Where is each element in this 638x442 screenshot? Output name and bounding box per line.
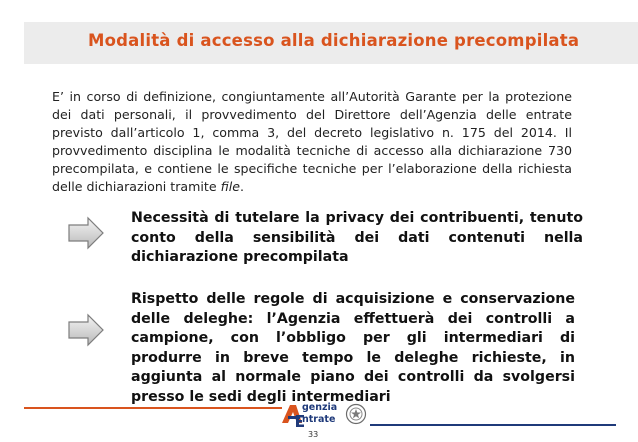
footer-rule-right <box>370 424 616 426</box>
point-deleghe: Rispetto delle regole di acquisizione e conservazione delle deleghe: l’Agenzia effettuerà dei controlli a campione, con l’obbligo per gli intermediari di produrre in breve tempo le deleghe richieste, in aggiunta al normale piano dei controlli da svolgersi presso le sedi degli intermediari <box>131 291 575 405</box>
italian-emblem-icon <box>345 403 367 425</box>
page-number: 33 <box>308 430 319 439</box>
logo-text-entrate: ntrate <box>302 414 336 425</box>
intro-paragraph <box>52 88 572 196</box>
footer-rule-left <box>24 407 282 409</box>
arrow-right-icon <box>66 216 106 250</box>
slide-title: Modalità di accesso alla dichiarazione precompilata <box>88 31 580 50</box>
point-privacy: Necessità di tutelare la privacy dei contribuenti, tenuto conto della sensibilità dei dati contenuti nella dichiarazione precompilata <box>131 210 583 265</box>
intro-end: . <box>239 179 244 194</box>
intro-text: E’ in corso di definizione, congiuntamente all’Autorità Garante per la protezione dei dati personali, il provvedimento del Direttore dell’Agenzia delle entrate previsto dall’articolo 1, comma 3, del decreto legislativo n. 175 del 2014. Il provvedimento disciplina le modalità tecniche di accesso alla dichiarazione 730 precompilata, e contiene le specifiche tecniche per l’elaborazione della richiesta delle dichiarazioni tramite <box>52 89 572 194</box>
intro-file-word: file <box>220 179 240 194</box>
arrow-right-icon <box>66 313 106 347</box>
logo-text-agenzia: genzia <box>302 402 338 413</box>
